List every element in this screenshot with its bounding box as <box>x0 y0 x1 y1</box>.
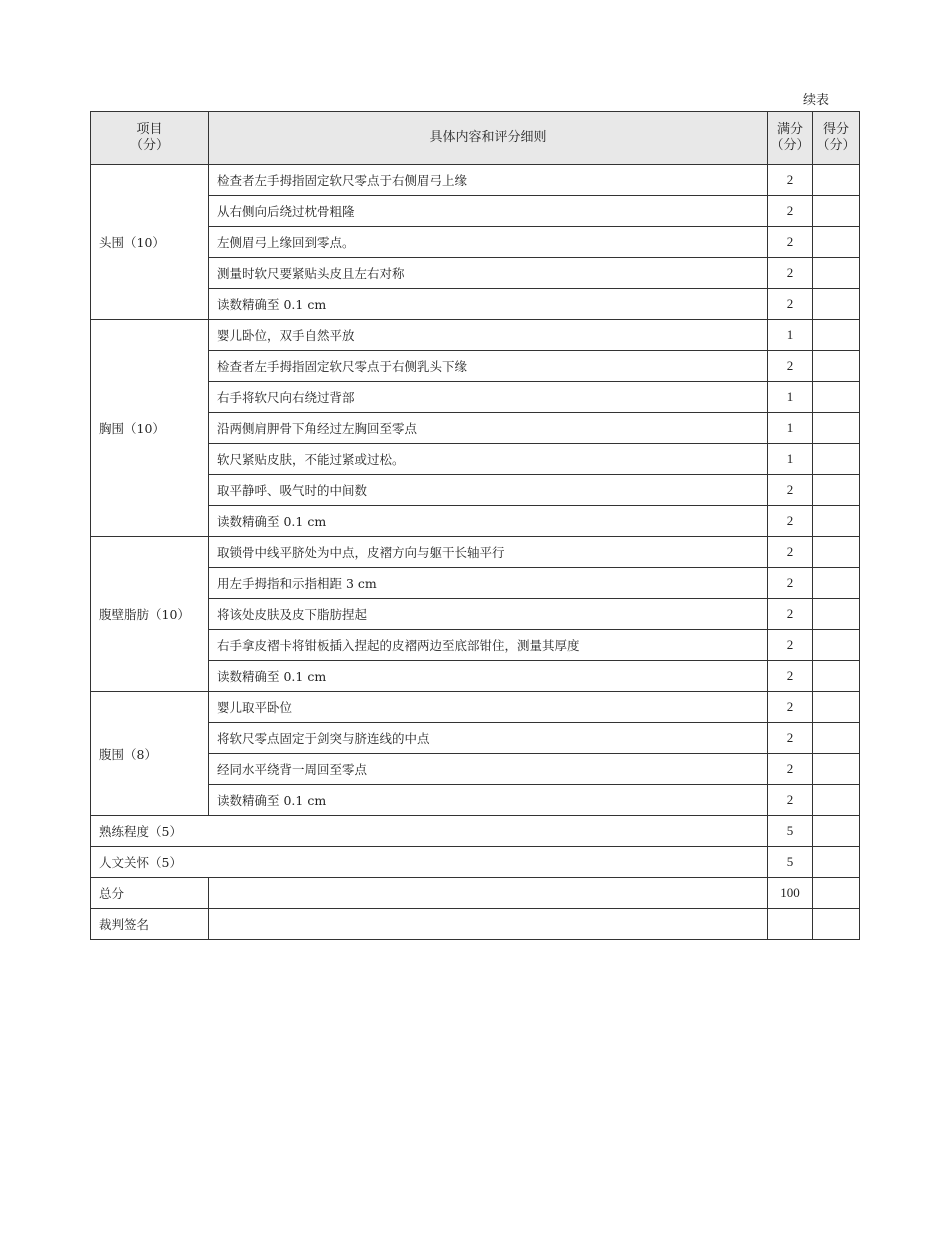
footer-row <box>91 878 860 909</box>
criterion-text: 读数精确至 0.1 cm <box>209 661 768 692</box>
criterion-text: 婴儿取平卧位 <box>209 692 768 723</box>
score-input-cell[interactable] <box>813 196 860 227</box>
scoring-table <box>90 111 860 940</box>
table-row <box>91 692 860 723</box>
score-input-cell[interactable] <box>813 723 860 754</box>
full-score-cell: 1 <box>768 444 813 475</box>
table-row <box>91 320 860 351</box>
footer-label: 总分 <box>91 878 209 909</box>
score-input-cell[interactable] <box>813 165 860 196</box>
full-score-cell: 2 <box>768 692 813 723</box>
criterion-text: 沿两侧肩胛骨下角经过左胸回至零点 <box>209 413 768 444</box>
criterion-text: 取平静呼、吸气时的中间数 <box>209 475 768 506</box>
score-input-cell[interactable] <box>813 320 860 351</box>
full-score-cell: 2 <box>768 258 813 289</box>
score-input-cell[interactable] <box>813 754 860 785</box>
criterion-text: 左侧眉弓上缘回到零点。 <box>209 227 768 258</box>
criterion-text: 经同水平绕背一周回至零点 <box>209 754 768 785</box>
full-score-cell: 2 <box>768 289 813 320</box>
score-input-cell[interactable] <box>813 599 860 630</box>
score-input-cell[interactable] <box>813 382 860 413</box>
criterion-text: 检查者左手拇指固定软尺零点于右侧眉弓上缘 <box>209 165 768 196</box>
full-score-cell: 5 <box>768 847 813 878</box>
full-score-cell: 2 <box>768 196 813 227</box>
full-score-cell: 2 <box>768 537 813 568</box>
section-item-label: 腹围（8） <box>91 692 209 816</box>
full-score-cell: 2 <box>768 351 813 382</box>
score-input-cell[interactable] <box>813 475 860 506</box>
score-input-cell[interactable] <box>813 227 860 258</box>
full-score-cell: 1 <box>768 320 813 351</box>
full-score-cell: 2 <box>768 661 813 692</box>
criterion-text: 软尺紧贴皮肤，不能过紧或过松。 <box>209 444 768 475</box>
criterion-text: 用左手拇指和示指相距 3 cm <box>209 568 768 599</box>
criterion-text: 婴儿卧位，双手自然平放 <box>209 320 768 351</box>
full-score-cell: 2 <box>768 165 813 196</box>
score-input-cell[interactable] <box>813 692 860 723</box>
full-score-cell: 2 <box>768 506 813 537</box>
footer-row <box>91 847 860 878</box>
criterion-text: 将该处皮肤及皮下脂肪捏起 <box>209 599 768 630</box>
full-score-cell: 100 <box>768 878 813 909</box>
criterion-text: 读数精确至 0.1 cm <box>209 785 768 816</box>
criterion-text: 读数精确至 0.1 cm <box>209 289 768 320</box>
full-score-cell: 2 <box>768 227 813 258</box>
full-score-cell: 2 <box>768 630 813 661</box>
criterion-text: 测量时软尺要紧贴头皮且左右对称 <box>209 258 768 289</box>
full-score-cell: 5 <box>768 816 813 847</box>
score-input-cell[interactable] <box>813 878 860 909</box>
table-row <box>91 537 860 568</box>
criterion-text: 取锁骨中线平脐处为中点，皮褶方向与躯干长轴平行 <box>209 537 768 568</box>
full-score-cell: 1 <box>768 382 813 413</box>
criterion-text: 将软尺零点固定于剑突与脐连线的中点 <box>209 723 768 754</box>
score-input-cell[interactable] <box>813 289 860 320</box>
signature-field[interactable] <box>209 909 768 940</box>
score-input-cell[interactable] <box>813 909 860 940</box>
table-body <box>91 165 860 940</box>
criterion-text: 右手拿皮褶卡将钳板插入捏起的皮褶两边至底部钳住，测量其厚度 <box>209 630 768 661</box>
score-input-cell[interactable] <box>813 785 860 816</box>
table-row <box>91 165 860 196</box>
header-item: 项目 （分） <box>91 112 209 165</box>
full-score-cell: 2 <box>768 754 813 785</box>
score-input-cell[interactable] <box>813 537 860 568</box>
criterion-text: 检查者左手拇指固定软尺零点于右侧乳头下缘 <box>209 351 768 382</box>
header-score: 得分 （分） <box>813 112 860 165</box>
full-score-cell <box>768 909 813 940</box>
header-full-score: 满分 （分） <box>768 112 813 165</box>
section-item-label: 胸围（10） <box>91 320 209 537</box>
footer-label: 人文关怀（5） <box>91 847 768 878</box>
score-input-cell[interactable] <box>813 351 860 382</box>
table-header-row <box>91 112 860 165</box>
footer-row <box>91 816 860 847</box>
section-item-label: 腹壁脂肪（10） <box>91 537 209 692</box>
section-item-label: 头围（10） <box>91 165 209 320</box>
score-input-cell[interactable] <box>813 630 860 661</box>
criterion-text: 右手将软尺向右绕过背部 <box>209 382 768 413</box>
score-input-cell[interactable] <box>813 661 860 692</box>
full-score-cell: 2 <box>768 723 813 754</box>
score-input-cell[interactable] <box>813 568 860 599</box>
full-score-cell: 2 <box>768 475 813 506</box>
score-input-cell[interactable] <box>813 444 860 475</box>
header-content: 具体内容和评分细则 <box>209 112 768 165</box>
criterion-text: 从右侧向后绕过枕骨粗隆 <box>209 196 768 227</box>
continued-label: 续表 <box>803 93 830 108</box>
full-score-cell: 1 <box>768 413 813 444</box>
footer-label: 裁判签名 <box>91 909 209 940</box>
full-score-cell: 2 <box>768 568 813 599</box>
score-input-cell[interactable] <box>813 258 860 289</box>
footer-label: 熟练程度（5） <box>91 816 768 847</box>
score-input-cell[interactable] <box>813 847 860 878</box>
full-score-cell: 2 <box>768 599 813 630</box>
criterion-text: 读数精确至 0.1 cm <box>209 506 768 537</box>
footer-row <box>91 909 860 940</box>
score-input-cell[interactable] <box>813 413 860 444</box>
blank-cell <box>209 878 768 909</box>
score-input-cell[interactable] <box>813 816 860 847</box>
score-input-cell[interactable] <box>813 506 860 537</box>
full-score-cell: 2 <box>768 785 813 816</box>
